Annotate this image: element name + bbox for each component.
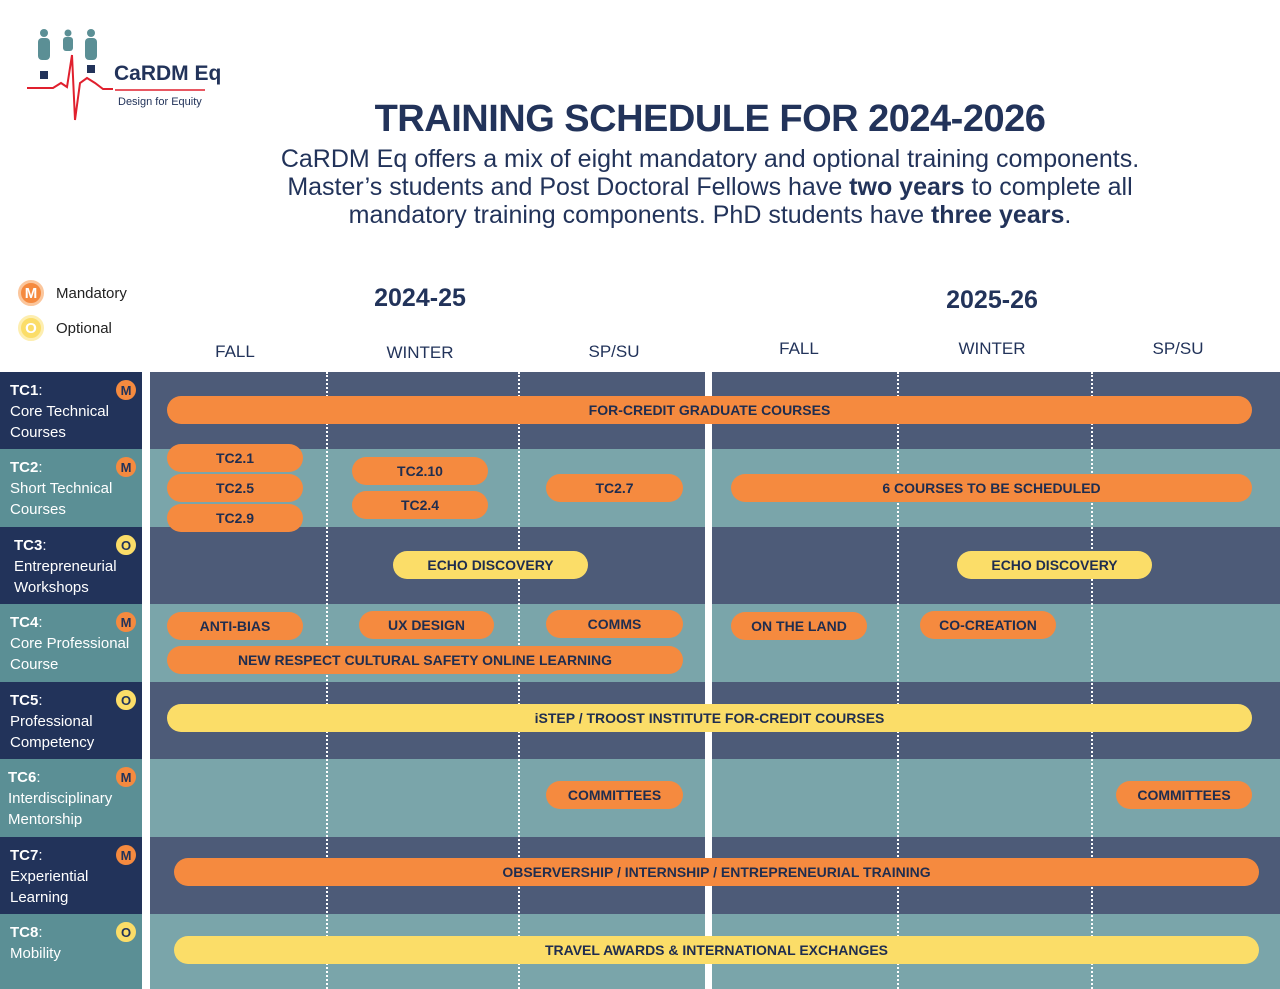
row-label-tc1: TC1: Core Technical Courses M [0,372,142,449]
season-divider [897,372,899,989]
bar-echo-discovery: ECHO DISCOVERY [957,551,1152,579]
optional-badge-icon: O [18,315,44,341]
bar-on-the-land: ON THE LAND [731,612,867,640]
season-header: FALL [215,342,255,361]
season-header: SP/SU [588,342,640,361]
bar-observership: OBSERVERSHIP / INTERNSHIP / ENTREPRENEURIAL TRAINING [174,858,1259,886]
bar-committees: COMMITTEES [1116,781,1252,809]
year-divider [705,372,712,989]
bar-tc2-10: TC2.10 [352,457,488,485]
year-header: 2024-25 [374,284,466,312]
bar-six-courses: 6 COURSES TO BE SCHEDULED [731,474,1252,502]
page-title: TRAINING SCHEDULE FOR 2024-2026 [374,98,1046,140]
mandatory-badge-icon: M [116,767,136,787]
bar-istep-troost: iSTEP / TROOST INSTITUTE FOR-CREDIT COURSES [167,704,1252,732]
row-label-tc6: TC6: Interdisciplinary Mentorship M [0,759,142,837]
bar-tc2-1: TC2.1 [167,444,303,472]
bar-for-credit-graduate-courses: FOR-CREDIT GRADUATE COURSES [167,396,1252,424]
logo-name: CaRDM Eq [114,62,222,85]
row-label-tc2: TC2: Short Technical Courses M [0,449,142,527]
bar-travel-awards: TRAVEL AWARDS & INTERNATIONAL EXCHANGES [174,936,1259,964]
bar-tc2-9: TC2.9 [167,504,303,532]
legend-label: Optional [56,319,112,337]
bar-tc2-4: TC2.4 [352,491,488,519]
row-label-tc8: TC8: Mobility O [0,914,142,989]
row-label-tc4: TC4: Core Professional Course M [0,604,142,682]
row-label-tc3: TC3: Entrepreneurial Workshops O [0,527,142,604]
grid-row-tc6 [150,759,1280,837]
bar-co-creation: CO-CREATION [920,611,1056,639]
intro-line: CaRDM Eq offers a mix of eight mandatory and optional training components. [280,145,1140,173]
season-header: WINTER [958,339,1026,358]
mandatory-badge-icon: M [116,380,136,400]
season-header: SP/SU [1152,339,1204,358]
optional-badge-icon: O [116,922,136,942]
season-divider [1091,372,1093,989]
mandatory-badge-icon: M [18,280,44,306]
year-header: 2025-26 [946,286,1038,314]
bar-tc2-5: TC2.5 [167,474,303,502]
bar-echo-discovery: ECHO DISCOVERY [393,551,588,579]
mandatory-badge-icon: M [116,845,136,865]
optional-badge-icon: O [116,690,136,710]
bar-comms: COMMS [546,610,683,638]
intro-line: Master’s students and Post Doctoral Fellows have two years to complete all [287,173,1133,201]
row-label-tc5: TC5: Professional Competency O [0,682,142,759]
season-divider [518,372,520,989]
logo-tagline: Design for Equity [118,96,202,108]
intro-text [150,145,1270,229]
bar-new-respect: NEW RESPECT CULTURAL SAFETY ONLINE LEARNING [167,646,683,674]
bar-ux-design: UX DESIGN [359,611,494,639]
legend-label: Mandatory [56,284,127,302]
bar-tc2-7: TC2.7 [546,474,683,502]
bar-committees: COMMITTEES [546,781,683,809]
mandatory-badge-icon: M [116,457,136,477]
row-label-tc7: TC7: Experiential Learning M [0,837,142,914]
season-header: WINTER [386,343,454,362]
season-header: FALL [779,339,819,358]
mandatory-badge-icon: M [116,612,136,632]
season-divider [326,372,328,989]
legend-optional [18,315,112,341]
bar-anti-bias: ANTI-BIAS [167,612,303,640]
legend-mandatory [18,280,127,306]
intro-line: mandatory training components. PhD students have three years. [348,201,1072,229]
optional-badge-icon: O [116,535,136,555]
